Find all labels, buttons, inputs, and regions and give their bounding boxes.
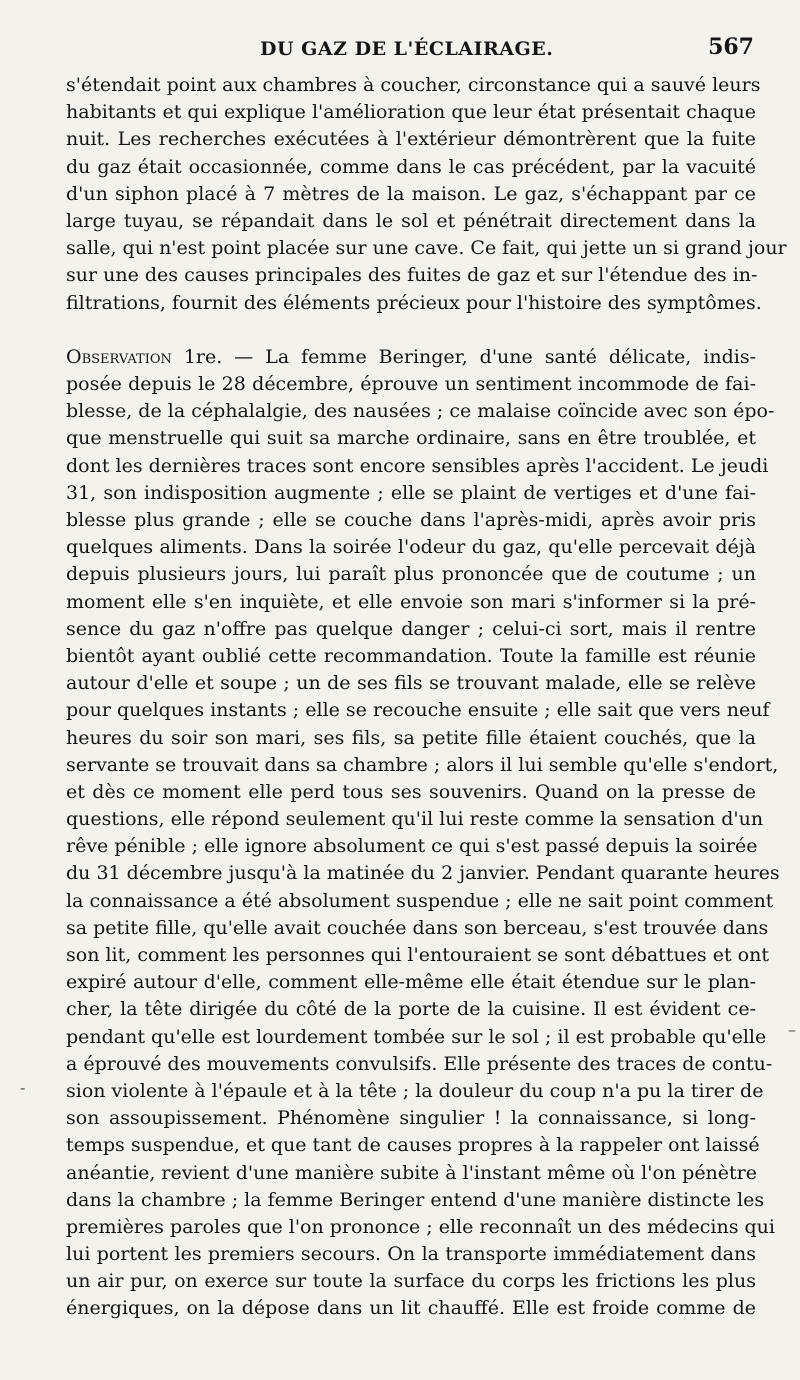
text-line: dont les dernières traces sont encore sensibles après l'accident. Le jeudi [66,454,769,477]
page-number: 567 [708,34,754,60]
text-line: s'étendait point aux chambres à coucher, circonstance qui a sauvé leurs [66,74,761,96]
text-line: la connaissance a été absolument suspendue ; elle ne sait point comment [66,889,774,912]
text-line [66,344,756,371]
text-line: depuis plusieurs jours, lui paraît plus prononcée que de coutume ; un [66,563,756,586]
text-line: pendant qu'elle est lourdement tombée sur le sol ; il est probable qu'elle [66,1025,767,1048]
text-line: expiré autour d'elle, comment elle-même elle était étendue sur le plan- [66,971,756,994]
text-line: et dès ce moment elle perd tous ses souvenirs. Quand on la presse de [66,780,756,803]
text-line: temps suspendue, et que tant de causes propres à la rappeler ont laissé [66,1134,760,1157]
text-line: rêve pénible ; elle ignore absolument ce qui s'est passé depuis la soirée [66,835,758,858]
text-line: du 31 décembre jusqu'à la matinée du 2 janvier. Pendant quarante heures [66,862,780,885]
text-line: servante se trouvait dans sa chambre ; alors il lui semble qu'elle s'endort, [66,753,779,776]
paragraph-gap [66,317,756,344]
text-line: anéantie, revient d'une manière subite à l'instant même où l'on pénètre [66,1161,758,1184]
page-header [66,34,756,66]
running-head: DU GAZ DE L'ÉCLAIRAGE. [260,38,554,60]
margin-mark-left: - [20,1078,26,1097]
margin-mark-right: – [788,1020,796,1039]
paragraph-1 [66,72,787,317]
text-line: premières paroles que l'on prononce ; elle reconnaît un des médecins qui [66,1215,775,1238]
text-line: énergiques, on la dépose dans un lit chauffé. Elle est froide comme de [66,1297,756,1320]
text-line: sur une des causes principales des fuites de gaz et sur l'étendue des in- [66,264,758,287]
text-line: a éprouvé des mouvements convulsifs. Elle présente des traces de contu- [66,1052,773,1075]
text-line: moment elle s'en inquiète, et elle envoie son mari s'informer si la pré- [66,590,756,613]
text-line: sa petite fille, qu'elle avait couchée dans son berceau, s'est trouvée dans [66,916,769,939]
text-line: blesse, de la céphalalgie, des nausées ; ce malaise coïncide avec son épo- [66,400,775,423]
text-line: que menstruelle qui suit sa marche ordinaire, sans en être troublée, et [66,427,756,450]
text-line: blesse plus grande ; elle se couche dans l'après-midi, après avoir pris [66,509,756,531]
observation-number: 1re. [183,345,223,368]
paragraph-observation [66,344,780,1323]
text-line: sence du gaz n'offre pas quelque danger ; celui-ci sort, mais il rentre [66,617,756,640]
text-line: pour quelques instants ; elle se recouche ensuite ; elle sait que vers neuf [66,699,770,722]
text-line: du gaz était occasionnée, comme dans le cas précédent, par la vacuité [66,155,756,178]
observation-first-line: — La femme Beringer, d'une santé délicate, indis- [222,345,757,368]
body-text [66,72,787,1323]
text-line: son lit, comment les personnes qui l'entouraient se sont débattues et ont [66,944,769,966]
text-line: heures du soir son mari, ses fils, sa petite fille étaient couchés, que la [66,726,756,749]
observation-label: Observation [66,345,172,368]
text-line: large tuyau, se répandait dans le sol et pénétrait directement dans la [66,209,756,232]
text-line: posée depuis le 28 décembre, éprouve un sentiment incommode de fai- [66,373,756,396]
text-line: dans la chambre ; la femme Beringer entend d'une manière distincte les [66,1188,765,1211]
text-line: filtrations, fournit des éléments précieux pour l'histoire des symptômes. [66,291,762,314]
text-line: un air pur, on exerce sur toute la surface du corps les frictions les plus [66,1270,756,1293]
text-line: sion violente à l'épaule et à la tête ; la douleur du coup n'a pu la tirer de [66,1079,764,1102]
text-line: son assoupissement. Phénomène singulier ! la connaissance, si long- [66,1107,756,1130]
text-line: questions, elle répond seulement qu'il lui reste comme la sensation d'un [66,808,764,831]
text-line: autour d'elle et soupe ; un de ses fils se trouvant malade, elle se relève [66,672,756,695]
text-line: salle, qui n'est point placée sur une cave. Ce fait, qui jette un si grand jour [66,237,787,260]
text-line: d'un siphon placé à 7 mètres de la maison. Le gaz, s'échappant par ce [66,182,756,205]
text-line: lui portent les premiers secours. On la transporte immédiatement dans [66,1243,756,1266]
text-line: quelques aliments. Dans la soirée l'odeur du gaz, qu'elle percevait déjà [66,536,756,559]
text-line: habitants et qui explique l'amélioration que leur état présentait chaque [66,101,756,124]
text-line: bientôt ayant oublié cette recommandation. Toute la famille est réunie [66,644,756,667]
text-line: 31, son indisposition augmente ; elle se plaint de vertiges et d'une fai- [66,481,756,504]
text-line: cher, la tête dirigée du côté de la porte de la cuisine. Il est évident ce- [66,998,756,1021]
text-line: nuit. Les recherches exécutées à l'extérieur démontrèrent que la fuite [66,128,756,151]
